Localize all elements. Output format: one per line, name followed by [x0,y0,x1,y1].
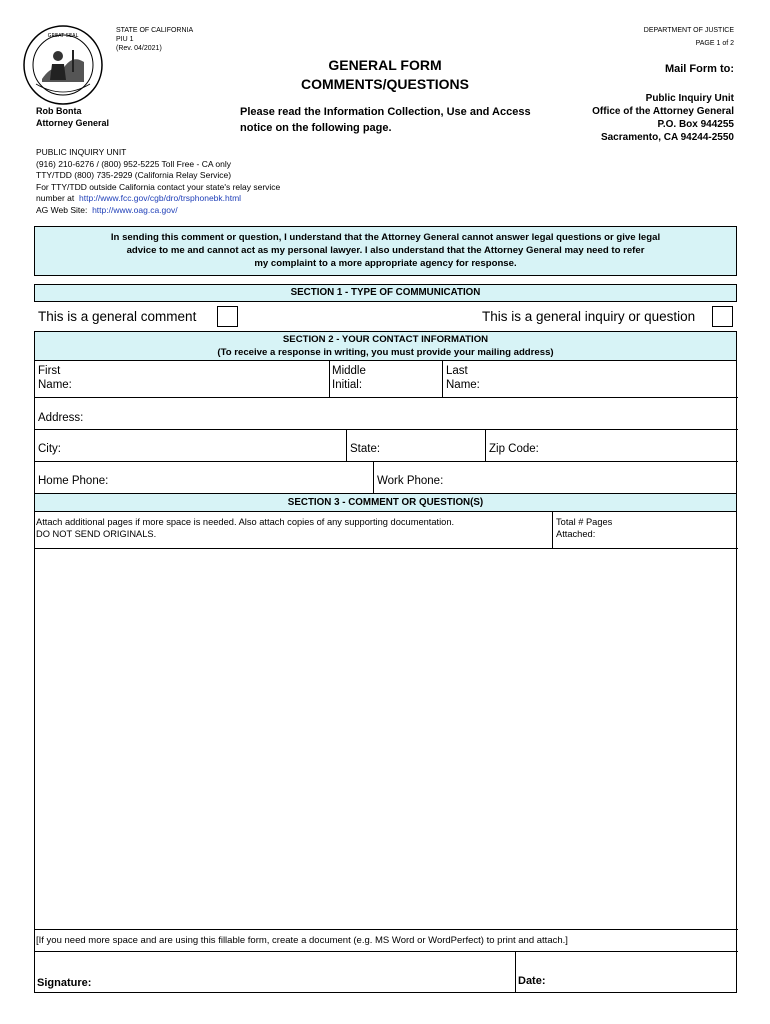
state-line: STATE OF CALIFORNIA [116,27,194,34]
section2-subtitle: (To receive a response in writing, you must provide your mailing address) [217,347,554,358]
mailing-address [592,92,734,144]
svg-text:GREAT SEAL: GREAT SEAL [47,33,79,39]
contact-info-block [36,147,280,217]
attach-instructions-line2: DO NOT SEND ORIGINALS. [36,529,157,539]
mail-unit: Public Inquiry Unit [645,93,734,104]
notice-line1: Please read the Information Collection, Use and Access [240,106,531,118]
divider [552,512,553,548]
form-title-line1: GENERAL FORM [328,57,442,73]
attach-instructions-line1: Attach additional pages if more space is needed. Also attach copies of any supporting documentation. [36,517,455,527]
divider [34,461,738,462]
section3-header: SECTION 3 - COMMENT OR QUESTION(S) [34,493,737,512]
divider [442,361,443,397]
divider [346,429,347,461]
notice-line2: notice on the following page. [240,122,392,134]
address-field[interactable]: Address: [38,412,84,424]
middle-initial-label-line1: Middle [332,365,366,377]
fcc-link[interactable]: http://www.fcc.gov/cgb/dro/trsphonebk.html [79,193,242,204]
ag-website-link[interactable]: http://www.oag.ca.gov/ [92,204,178,215]
last-name-label-line2: Name: [446,379,480,391]
total-pages-label-line1: Total # Pages [556,517,613,527]
web-label: AG Web Site: [36,204,88,215]
divider [34,929,738,930]
form-revision: (Rev. 04/2021) [116,45,162,52]
middle-initial-field[interactable] [332,364,366,392]
zip-code-field[interactable]: Zip Code: [489,443,539,455]
last-name-label-line1: Last [446,365,468,377]
contact-web-line [36,205,280,217]
disclaimer-box [34,226,737,276]
more-space-note: [If you need more space and are using this fillable form, create a document (e.g. MS Word or WordPerfect) to print and attach.] [36,935,568,946]
contact-phone: (916) 210-6276 / (800) 952-5225 Toll Free - CA only [36,158,231,169]
divider [485,429,486,461]
number-at-label: number at [36,193,75,204]
divider [373,461,374,493]
divider [329,361,330,397]
city-field[interactable]: City: [38,443,61,455]
divider [34,429,738,430]
general-comment-label: This is a general comment [38,309,197,324]
total-pages-label-line2: Attached: [556,529,596,539]
last-name-field[interactable] [446,364,480,392]
date-field[interactable]: Date: [518,975,546,987]
disclaimer-line2: advice to me and cannot act as my personal lawyer. I also understand that the Attorney General may need to refer [126,245,645,256]
contact-unit: PUBLIC INQUIRY UNIT [36,147,127,157]
attach-instructions [36,516,454,540]
total-pages-field[interactable] [556,516,612,540]
state-seal [22,24,104,106]
first-name-label-line2: Name: [38,379,72,391]
section1-header: SECTION 1 - TYPE OF COMMUNICATION [34,284,737,302]
home-phone-field[interactable]: Home Phone: [38,475,109,487]
mail-box: P.O. Box 944255 [657,119,734,130]
general-inquiry-label: This is a general inquiry or question [482,309,696,324]
official-name: Rob Bonta [36,106,82,116]
mail-city: Sacramento, CA 94244-2550 [600,132,734,143]
contact-tty: TTY/TDD (800) 735-2929 (California Relay Service) [36,170,232,181]
middle-initial-label-line2: Initial: [332,379,363,391]
contact-tty-outside: For TTY/TDD outside California contact your state's relay service [36,181,281,192]
divider [34,951,738,952]
comment-text-area[interactable] [35,549,736,929]
mail-office: Office of the Attorney General [592,106,734,117]
signature-field[interactable]: Signature: [37,977,92,989]
page-number: PAGE 1 of 2 [695,40,734,47]
department-label: DEPARTMENT OF JUSTICE [643,27,734,34]
general-inquiry-checkbox[interactable] [712,306,733,327]
form-id: PIU 1 [116,36,134,43]
first-name-field[interactable] [38,364,72,392]
official-title: Attorney General [36,118,110,128]
first-name-label-line1: First [38,365,61,377]
mail-form-to: Mail Form to: [664,63,734,75]
work-phone-field[interactable]: Work Phone: [377,475,444,487]
state-field[interactable]: State: [350,443,381,455]
section2-title: SECTION 2 - YOUR CONTACT INFORMATION [282,334,489,345]
disclaimer-line1: In sending this comment or question, I understand that the Attorney General cannot answer legal questions or give legal [110,232,661,243]
form-title-line2: COMMENTS/QUESTIONS [300,76,469,92]
divider [515,951,516,993]
contact-fcc-line [36,193,280,205]
general-comment-checkbox[interactable] [217,306,238,327]
divider [34,397,738,398]
disclaimer-line3: my complaint to a more appropriate agency for response. [254,258,517,269]
section2-header [34,331,737,361]
